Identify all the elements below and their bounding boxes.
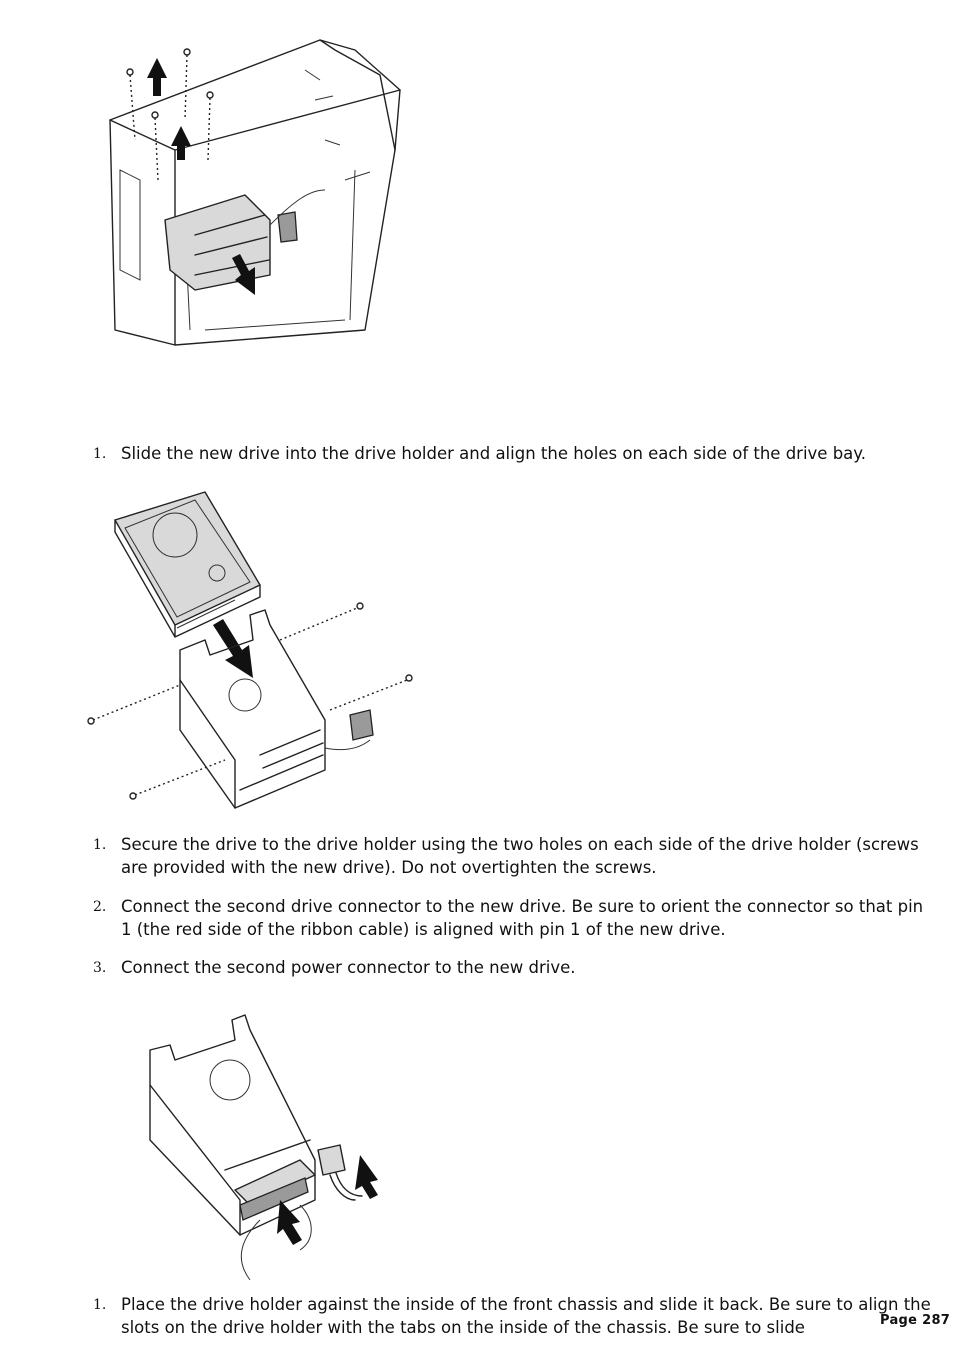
step-text: Slide the new drive into the drive holder and align the holes on each side of the drive bay. [121,444,866,463]
step-secure-drive [93,833,933,879]
step-slide-drive-into-holder [93,442,933,465]
drive-into-holder-illustration [85,490,425,815]
step-text: Connect the second power connector to the new drive. [121,958,576,977]
step-place-drive-holder [93,1293,933,1339]
step-number: 2. [93,899,107,915]
step-number: 3. [93,960,107,976]
step-text: Place the drive holder against the inside of the front chassis and slide it back. Be sure to align the slots on the drive holder with the tabs on the inside of the chassis. Be sure to slide [121,1295,931,1337]
page-number: Page 287 [880,1313,951,1328]
step-connect-power-connector [93,956,933,979]
step-number: 1. [93,1297,107,1313]
step-number: 1. [93,446,107,462]
step-text: Secure the drive to the drive holder using the two holes on each side of the drive holder (screws are provided with the new drive). Do not overtighten the screws. [121,835,919,877]
connect-cables-illustration [140,1000,400,1285]
step-number: 1. [93,837,107,853]
chassis-drive-removal-illustration [95,30,415,360]
step-text: Connect the second drive connector to the new drive. Be sure to orient the connector so that pin 1 (the red side of the ribbon cable) is aligned with pin 1 of the new drive. [121,897,924,939]
step-connect-drive-connector [93,895,933,941]
